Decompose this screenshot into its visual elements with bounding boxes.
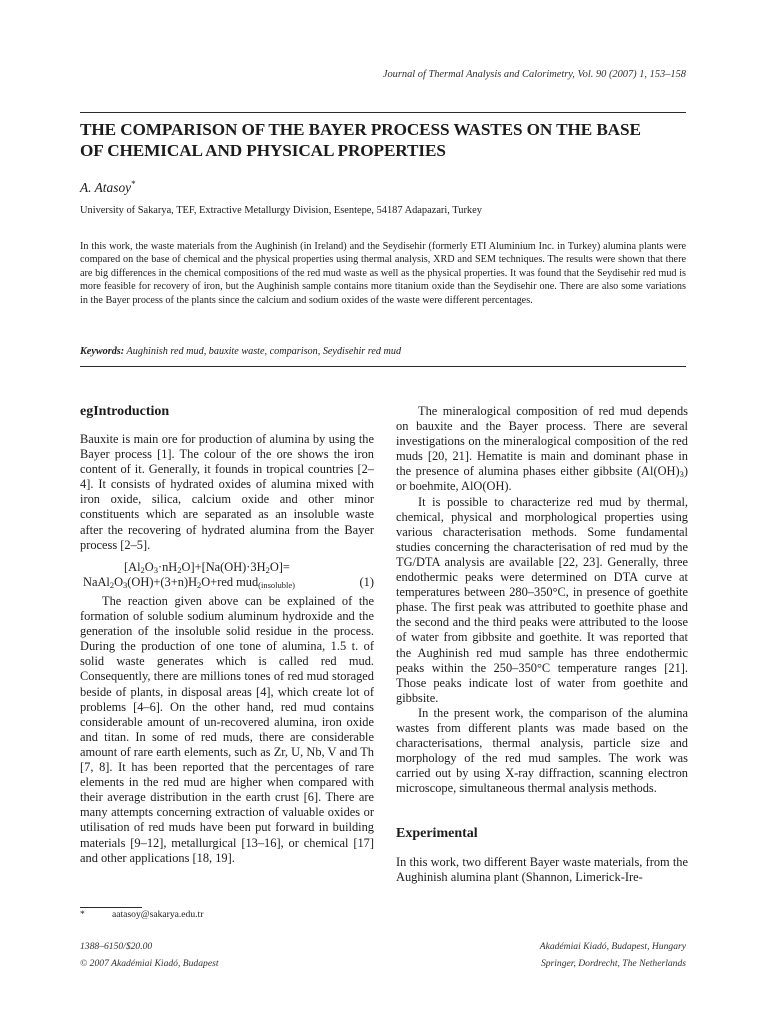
- equation-1: [80, 560, 374, 590]
- article-title: [80, 119, 700, 161]
- footer-copyright: © 2007 Akadémiai Kiadó, Budapest: [80, 957, 219, 969]
- footer-issn-price: 1388–6150/$20.00: [80, 941, 153, 952]
- experimental-text: [396, 855, 688, 885]
- right-column-text: [396, 404, 688, 796]
- title-top-rule: [80, 112, 686, 113]
- abstract-bottom-rule: [80, 366, 686, 367]
- left-column-text-2: [80, 594, 374, 866]
- left-column-text-1: [80, 432, 374, 553]
- title-line-2: OF CHEMICAL AND PHYSICAL PROPERTIES: [80, 141, 446, 160]
- abstract: In this work, the waste materials from the Aughinish (in Ireland) and the Seydisehir (formerly ETI Aluminium Inc. in Turkey) alumina plants were compared on the base of chemical and the physical properties using thermal analysis, XRD and SEM techniques. The results were shown that there are big differences in the chemical compositions of the red mud waste as well as the physical properties. It was found that the Seydisehir red mud is more feasible for recovery of iron, but the Aughinish sample contains more titanium oxide than the Seydisehir one. There are also some variations in the Bayer process of the plants since the calcium and sodium oxides of the waste were different percentages.: [80, 241, 686, 306]
- keywords-label: Keywords:: [80, 346, 125, 357]
- equation-line-2: $NaAl_2O_3(OH)+(3+n)H_2O+red$ mud$_{(insoluble)}$ (1): [83, 575, 374, 590]
- equation-number: (1): [359, 575, 374, 589]
- present-work-paragraph: In the present work, the comparison of the alumina wastes from different plants was made based on the characterisations, thermal analysis, particle size and morphology of the red mud samples. The work was carried out by using X-ray diffraction, scanning electron microscope, simultaneous thermal analysis methods.: [396, 705, 688, 796]
- experimental-paragraph: In this work, two different Bayer waste materials, from the Aughinish alumina plant (Shannon, Limerick-Ire-: [396, 855, 688, 885]
- equation-line-1: $[Al_2O_3\cdot nH_2O]+[Na(OH)\cdot 3H_2O]=$: [124, 560, 290, 575]
- author-affiliation: University of Sakarya, TEF, Extractive Metallurgy Division, Esentepe, 54187 Adapazari, Turkey: [80, 205, 482, 216]
- intro-paragraph-2: The reaction given above can be explained of the formation of soluble sodium aluminum hydroxide and the generation of the insoluble solid residue in the process. During the production of one tone of alumina, 1.5 t. of solid waste generates which is called red mud. Consequently, there are millions tones of red mud storaged beside of plants, in disposal areas [4], which create lot of problems [4–6]. On the other hand, red mud contains considerable amount of un-recovered alumina, iron oxide and titan. In some of red muds, there are considerable amount of rare earth elements, such as Zr, U, Nb, V and Th [7, 8]. It has been reported that the percentages of rare elements in the red mud are higher when compared with their average distribution in the earth crust [6]. There are many attempts concerning extraction of valuable oxides or utilisation of red muds have been put forward in building materials [9–12], metallurgical [13–16], or chemical [17] and other applications [18, 19].: [80, 594, 374, 865]
- footnote-email[interactable]: aatasoy@sakarya.edu.tr: [112, 909, 204, 920]
- experimental-heading: Experimental: [396, 826, 478, 841]
- mineralogy-paragraph: The mineralogical composition of red mud depends on bauxite and the Bayer process. There are several investigations on the mineralogical composition of the red muds [20, 21]. Hematite is main and dominant phase in the presence of alumina phases either gibbsite $(Al(OH)_3)$ or boehmite, AlO(OH).: [396, 404, 688, 494]
- footer-publisher-2: Springer, Dordrecht, The Netherlands: [540, 957, 686, 969]
- keywords-list: Aughinish red mud, bauxite waste, comparison, Seydisehir red mud: [126, 346, 402, 357]
- introduction-heading: egIntroduction: [80, 404, 170, 419]
- footer-right: [420, 939, 686, 972]
- footer-publisher-1: Akadémiai Kiadó, Budapest, Hungary: [539, 941, 686, 952]
- author-text: A. Atasoy: [80, 180, 132, 195]
- author-footnote-mark: *: [131, 179, 136, 189]
- title-line-1: THE COMPARISON OF THE BAYER PROCESS WASTES ON THE BASE: [80, 120, 641, 139]
- footer-left: [80, 939, 218, 972]
- intro-paragraph-1: Bauxite is main ore for production of alumina by using the Bayer process [1]. The colour of the ore shows the iron content of it. Generally, it founds in tropical countries [2–4]. It consists of hydrated oxides of alumina mixed with iron oxide, silica, calcium oxide and other minor constituents which are separated as an insoluble waste after the recovering of hydrated alumina from the Bayer process [2–5].: [80, 432, 374, 552]
- journal-reference: Journal of Thermal Analysis and Calorimetry, Vol. 90 (2007) 1, 153–158: [382, 69, 686, 80]
- footnote: [80, 909, 203, 920]
- keywords: [80, 346, 686, 357]
- characterisation-paragraph: It is possible to characterize red mud by thermal, chemical, physical and morphological properties using various characterisation methods. Some fundamental studies concerning the characterisation of red mud by the TG/DTA analysis are available [22, 23]. Generally, three endothermic peaks were determined on DTA curve at temperatures between 280–350°C, in presence of goethite phase. The first peak was attributed to goethite phase and the second and the third peaks were attributed to the loose of water from gibbsite and goethite. It was reported that the Aughinish red mud sample has three endothermic peaks within the 250–350°C temperature ranges [21]. Those peaks indicate lost of water from goethite and gibbsite.: [396, 494, 688, 705]
- footnote-mark: *: [80, 909, 85, 920]
- author-name: [80, 180, 136, 196]
- footnote-rule: [80, 907, 142, 908]
